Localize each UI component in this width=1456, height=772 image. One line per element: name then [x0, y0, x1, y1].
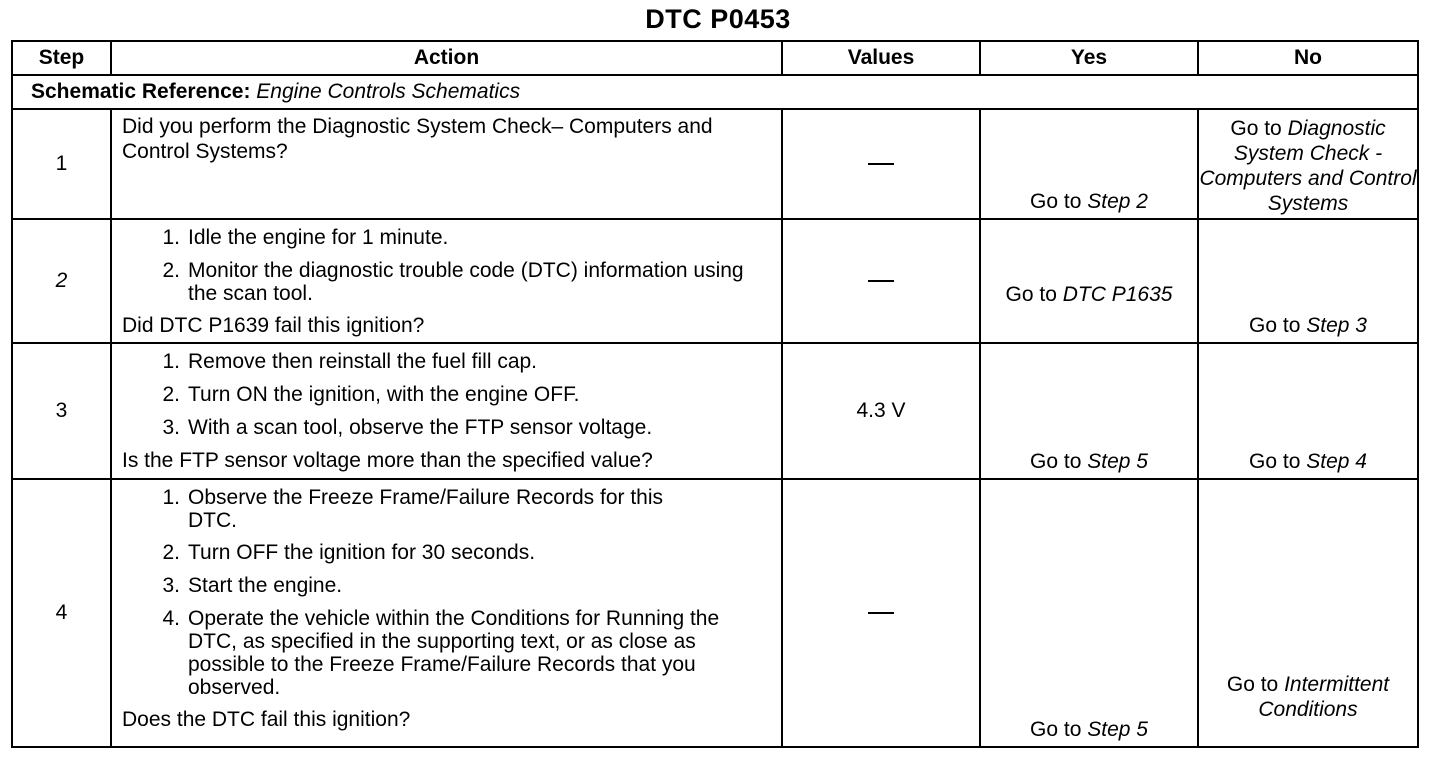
yes-link[interactable]: Step 5 [1087, 450, 1148, 473]
header-action: Action [111, 41, 782, 75]
schematic-reference-row [12, 75, 1418, 109]
schematic-reference [12, 75, 1418, 109]
no-cell [1198, 479, 1418, 747]
value-dash [868, 280, 894, 282]
table-row [12, 479, 1418, 747]
list-item [122, 226, 773, 250]
list-item [122, 541, 773, 565]
action-cell [111, 479, 782, 747]
yes-cell [980, 219, 1198, 343]
item-text: Remove then reinstall the fuel fill cap. [188, 350, 538, 373]
value-cell: 4.3 V [782, 343, 980, 479]
item-number: 3. [162, 574, 180, 597]
yes-cell [980, 343, 1198, 479]
header-no: No [1198, 41, 1418, 75]
yes-link[interactable]: Step 2 [1087, 190, 1148, 213]
no-prefix: Go to [1249, 450, 1301, 473]
yes-prefix: Go to [1030, 450, 1082, 473]
step-number: 1 [12, 109, 111, 219]
no-link[interactable]: Intermittent Conditions [1258, 673, 1390, 721]
item-text: Observe the Freeze Frame/Failure Records for this DTC. [188, 486, 664, 532]
header-yes: Yes [980, 41, 1198, 75]
table-header-row [12, 41, 1418, 75]
item-text: Turn OFF the ignition for 30 seconds. [188, 541, 536, 564]
item-text: Turn ON the ignition, with the engine OFF. [188, 383, 580, 406]
step-number [12, 219, 111, 343]
no-link[interactable]: Diagnostic System Check - Computers and Control Systems [1199, 117, 1417, 215]
no-prefix: Go to [1230, 117, 1282, 140]
no-cell [1198, 343, 1418, 479]
no-cell [1198, 109, 1418, 219]
item-number: 2. [162, 259, 180, 282]
list-item [122, 607, 773, 699]
yes-link[interactable]: DTC P1635 [1062, 283, 1173, 306]
action-question: Did DTC P1639 fail this ignition? [122, 314, 425, 337]
table-row [12, 343, 1418, 479]
list-item [122, 383, 773, 407]
item-number: 3. [162, 416, 180, 439]
no-link[interactable]: Step 4 [1306, 450, 1367, 473]
value-dash [868, 612, 894, 614]
item-text: Start the engine. [188, 574, 343, 597]
action-question: Does the DTC fail this ignition? [122, 708, 411, 731]
item-text: Idle the engine for 1 minute. [188, 226, 449, 249]
item-text: Operate the vehicle within the Conditions for Running the DTC, as specified in the supporting text, or as close as possible to the Freeze Frame/Failure Records that you observed. [188, 607, 720, 699]
action-steps [122, 486, 773, 699]
table-row [12, 109, 1418, 219]
yes-prefix: Go to [1005, 283, 1057, 306]
value-cell [782, 219, 980, 343]
action-cell [111, 219, 782, 343]
document-title: DTC P0453 [645, 4, 791, 34]
yes-prefix: Go to [1030, 190, 1082, 213]
no-prefix: Go to [1226, 673, 1279, 696]
no-link[interactable]: Step 3 [1306, 314, 1367, 337]
step-number: 3 [12, 343, 111, 479]
action-steps [122, 350, 773, 440]
item-text: With a scan tool, observe the FTP sensor voltage. [188, 416, 653, 439]
table-row [12, 219, 1418, 343]
schematic-link[interactable]: Engine Controls Schematics [256, 80, 521, 103]
item-number: 2. [162, 541, 180, 564]
yes-cell [980, 479, 1198, 747]
yes-prefix: Go to [1030, 718, 1082, 741]
action-cell [111, 109, 782, 219]
schematic-label: Schematic Reference: [31, 80, 251, 103]
diagnostic-table [11, 40, 1419, 748]
yes-cell [980, 109, 1198, 219]
list-item [122, 574, 773, 598]
list-item [122, 259, 773, 305]
value-cell [782, 109, 980, 219]
no-prefix: Go to [1249, 314, 1301, 337]
item-number: 1. [162, 226, 180, 249]
item-text: Monitor the diagnostic trouble code (DTC) information using the scan tool. [188, 259, 744, 305]
header-values: Values [782, 41, 980, 75]
item-number: 4. [162, 607, 180, 630]
item-number: 1. [162, 486, 180, 509]
value-cell [782, 479, 980, 747]
list-item [122, 350, 773, 374]
action-question: Is the FTP sensor voltage more than the specified value? [122, 449, 653, 472]
action-cell [111, 343, 782, 479]
header-step: Step [12, 41, 111, 75]
list-item [122, 486, 773, 532]
action-question: Did you perform the Diagnostic System Check– Computers and Control Systems? [122, 115, 713, 163]
step-number-text: 2 [55, 269, 68, 292]
item-number: 1. [162, 350, 180, 373]
step-number: 4 [12, 479, 111, 747]
action-steps [122, 226, 773, 305]
item-number: 2. [162, 383, 180, 406]
list-item [122, 416, 773, 440]
yes-link[interactable]: Step 5 [1087, 718, 1148, 741]
value-dash [868, 163, 894, 165]
no-cell [1198, 219, 1418, 343]
